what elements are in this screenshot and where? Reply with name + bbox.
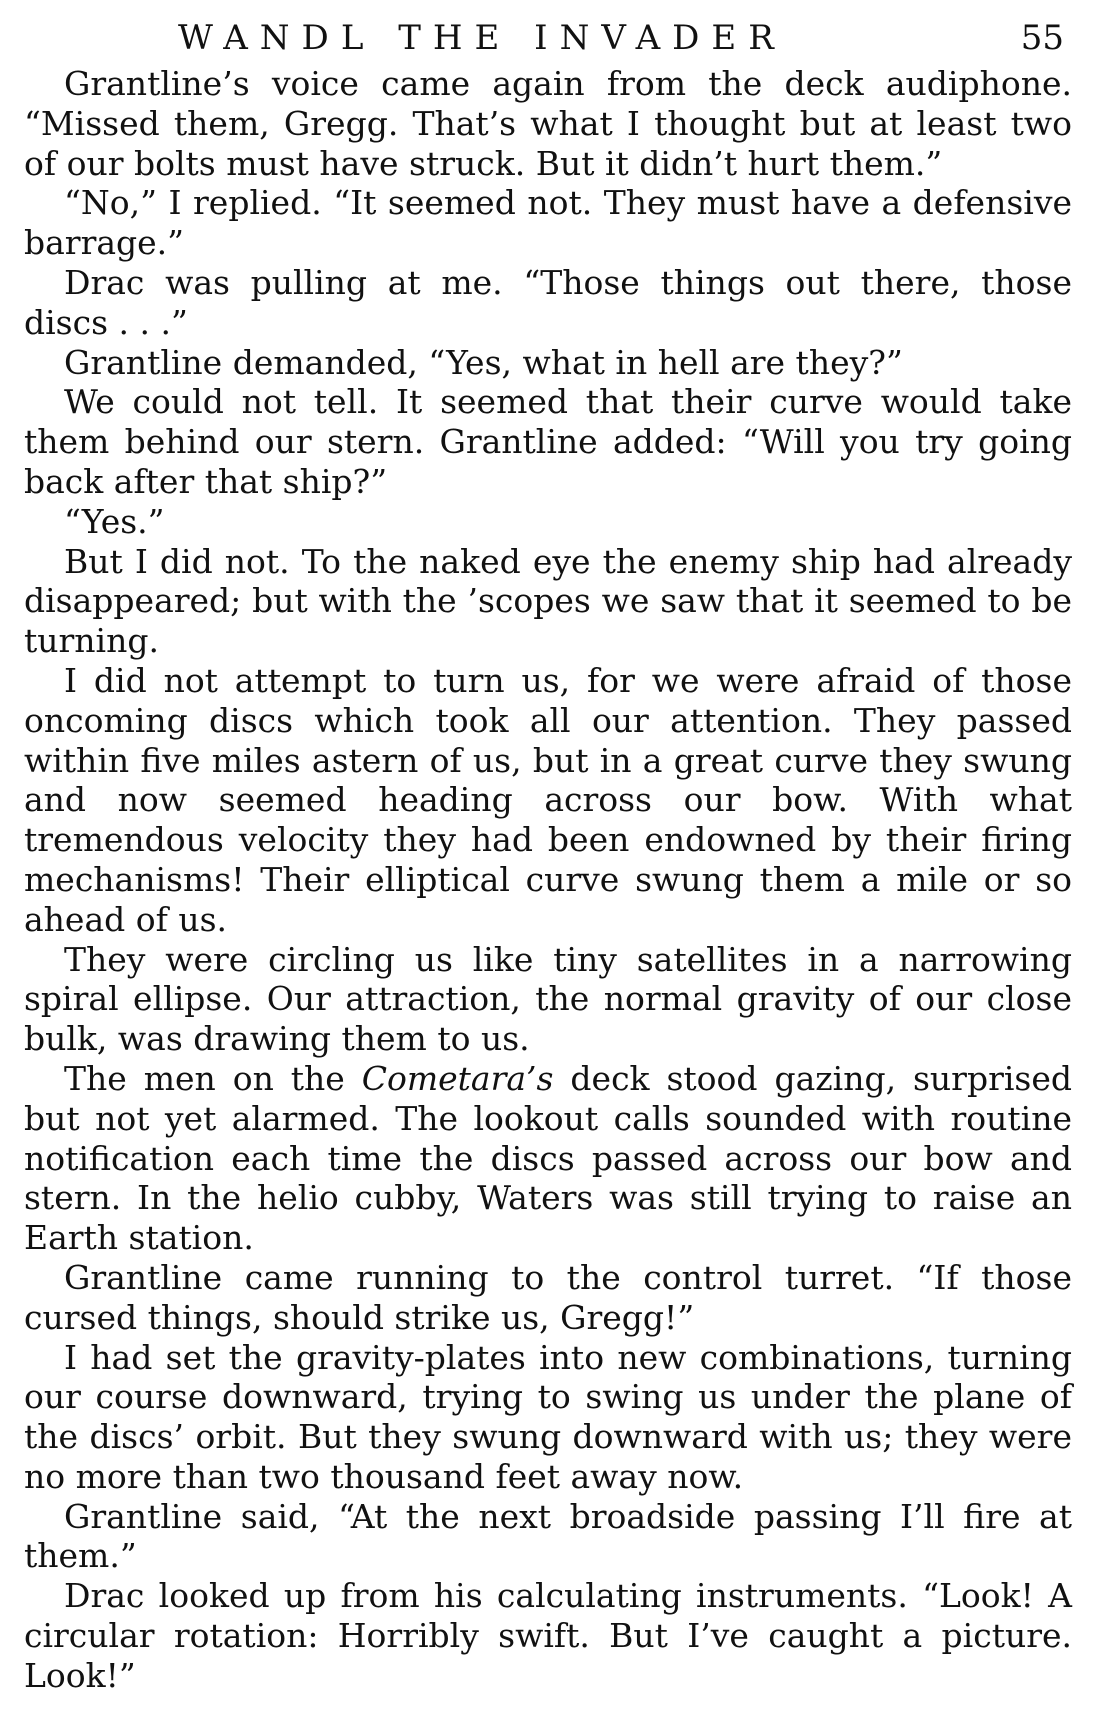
paragraph: We could not tell. It seemed that their curve would take them behind our stern. Grantline added: “Will you try going back after that ship?” bbox=[24, 382, 1072, 501]
paragraph: Drac looked up from his calculating instruments. “Look! A circular rotation: Horribly swift. But I’ve caught a picture. Look!” bbox=[24, 1576, 1072, 1695]
paragraph: “Yes.” bbox=[64, 501, 165, 541]
paragraph bbox=[24, 1059, 1072, 1258]
paragraph: I had set the gravity-plates into new combinations, turning our course downward, trying to swing us under the plane of the discs’ orbit. But they swung downward with us; they were no more than two thousand feet away now. bbox=[24, 1337, 1072, 1496]
running-title: WANDL THE INVADER bbox=[178, 18, 786, 58]
ship-name: Cometara’s bbox=[361, 1058, 554, 1098]
paragraph: Grantline demanded, “Yes, what in hell are they?” bbox=[64, 342, 903, 382]
paragraph: They were circling us like tiny satellites in a narrowing spiral ellipse. Our attraction, the normal gravity of our close bulk, was drawing them to us. bbox=[24, 939, 1072, 1059]
paragraph: I did not attempt to turn us, for we were afraid of those oncoming discs which took all our attention. They passed within five miles astern of us, but in a great curve they swung and now seemed heading across our bow. With what tremendous velocity they had been endowned by their firing mechanisms! Their elliptical curve swung them a mile or so ahead of us. bbox=[24, 660, 1072, 939]
body-text bbox=[24, 64, 1072, 1696]
book-page bbox=[24, 14, 1072, 1704]
paragraph: Grantline’s voice came again from the deck audiphone. “Missed them, Gregg. That’s what I thought but at least two of our bolts must have struck. But it didn’t hurt them.” bbox=[24, 64, 1072, 183]
paragraph: Drac was pulling at me. “Those things out there, those discs . . .” bbox=[24, 262, 1072, 342]
page-number: 55 bbox=[1020, 18, 1064, 58]
paragraph: But I did not. To the naked eye the enemy ship had already disappeared; but with the ’scopes we saw that it seemed to be turning. bbox=[24, 541, 1072, 661]
paragraph: Grantline said, “At the next broadside passing I’ll fire at them.” bbox=[24, 1496, 1072, 1576]
paragraph-text: deck stood gazing, surprised but not yet alarmed. The lookout calls sounded with routine notification each time the discs passed across our bow and stern. In the helio cubby, Waters was still trying to raise an Earth station. bbox=[24, 1058, 1072, 1258]
paragraph-text: The men on the bbox=[64, 1058, 362, 1098]
running-head bbox=[178, 14, 1070, 64]
paragraph: “No,” I replied. “It seemed not. They must have a defensive barrage.” bbox=[24, 183, 1072, 263]
paragraph: Grantline came running to the control turret. “If those cursed things, should strike us, Gregg!” bbox=[24, 1257, 1072, 1337]
